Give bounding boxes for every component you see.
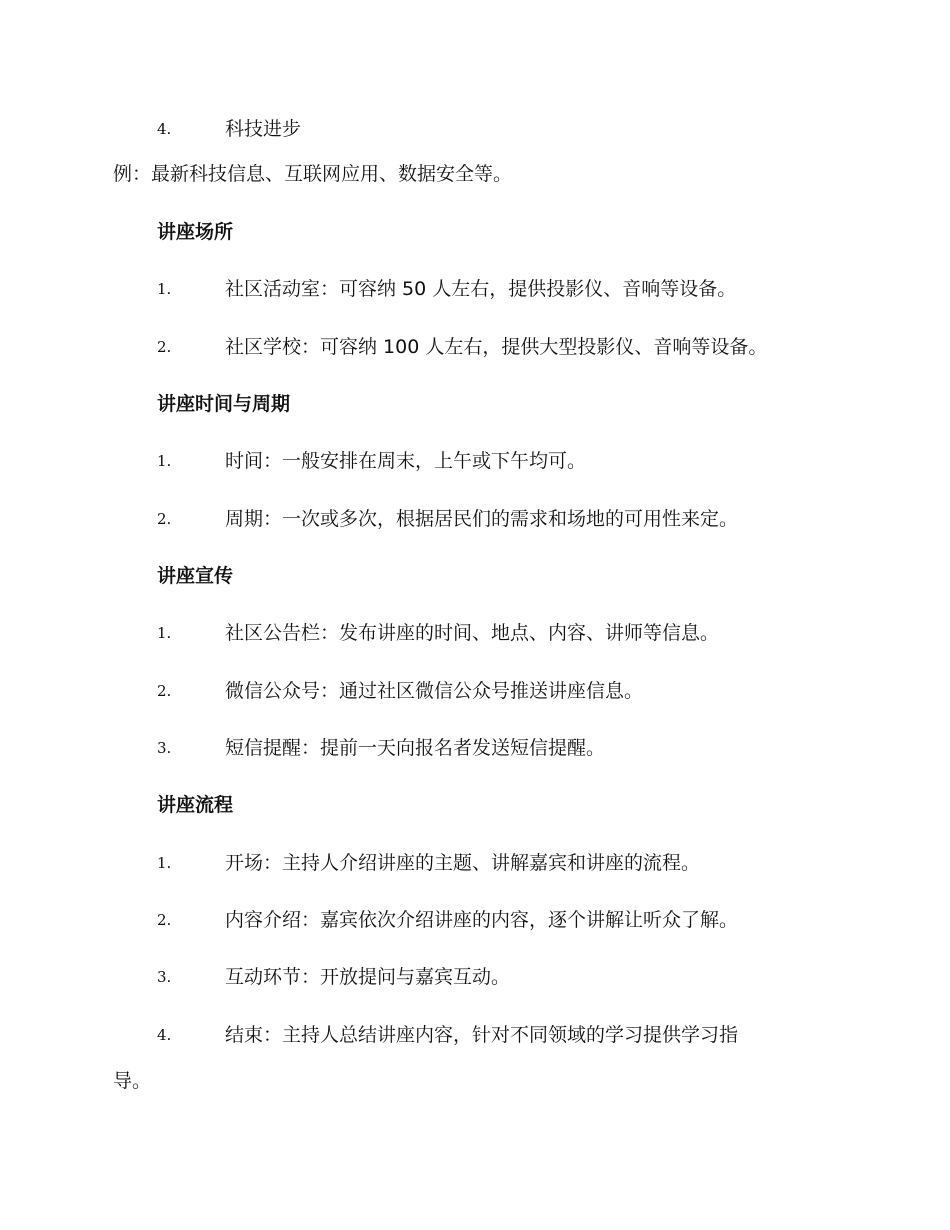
- list-number: 1.: [157, 854, 172, 872]
- list-item-text: 开场：主持人介绍讲座的主题、讲解嘉宾和讲座的流程。: [225, 852, 701, 874]
- list-number: 2.: [157, 911, 172, 929]
- section-heading-text: 讲座流程: [157, 794, 234, 816]
- list-number: 2.: [157, 682, 172, 700]
- list-item-text: 内容介绍：嘉宾依次介绍讲座的内容，逐个讲解让听众了解。: [225, 909, 739, 931]
- list-number: 4.: [157, 120, 172, 138]
- continuation-text: 导。: [113, 1070, 152, 1092]
- list-item-text: 科技进步: [225, 118, 302, 140]
- section-heading-text: 讲座场所: [157, 221, 234, 243]
- list-item-text: 周期：一次或多次，根据居民们的需求和场地的可用性来定。: [225, 508, 739, 530]
- list-item-text: 社区学校：可容纳 100 人左右，提供大型投影仪、音响等设备。: [225, 336, 768, 358]
- list-number: 2.: [157, 510, 172, 528]
- list-item-text: 结束：主持人总结讲座内容，针对不同领域的学习提供学习指: [225, 1024, 739, 1046]
- list-number: 1.: [157, 280, 172, 298]
- list-number: 3.: [157, 968, 172, 986]
- example-text: 例：最新科技信息、互联网应用、数据安全等。: [113, 163, 513, 185]
- section-heading-text: 讲座宣传: [157, 565, 234, 587]
- list-number: 1.: [157, 452, 172, 470]
- list-number: 3.: [157, 739, 172, 757]
- list-number: 2.: [157, 338, 172, 356]
- list-item-text: 微信公众号：通过社区微信公众号推送讲座信息。: [225, 680, 644, 702]
- list-item-text: 社区公告栏：发布讲座的时间、地点、内容、讲师等信息。: [225, 622, 720, 644]
- list-number: 4.: [157, 1026, 172, 1044]
- list-item-text: 社区活动室：可容纳 50 人左右，提供投影仪、音响等设备。: [225, 278, 737, 300]
- section-heading-text: 讲座时间与周期: [157, 393, 291, 415]
- list-number: 1.: [157, 624, 172, 642]
- list-item-text: 互动环节：开放提问与嘉宾互动。: [225, 966, 511, 988]
- list-item-text: 时间：一般安排在周末，上午或下午均可。: [225, 450, 587, 472]
- list-item-text: 短信提醒：提前一天向报名者发送短信提醒。: [225, 737, 606, 759]
